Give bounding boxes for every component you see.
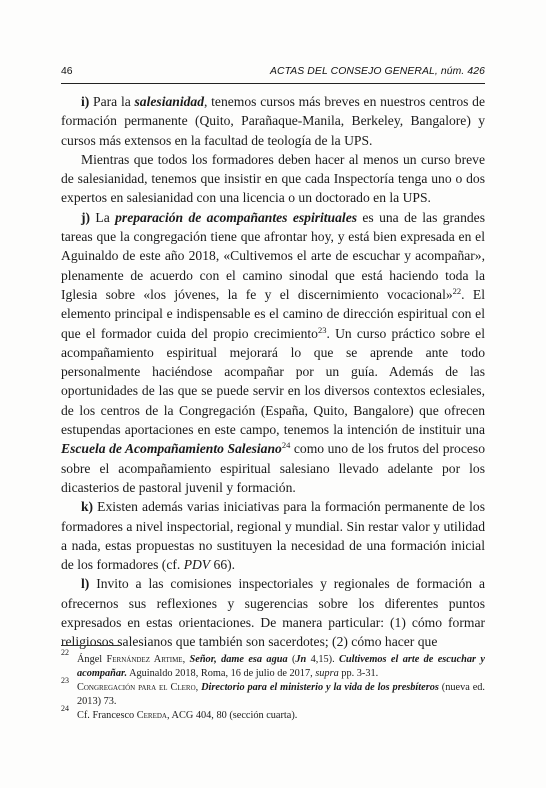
- emphasis: salesianidad: [134, 94, 205, 109]
- footnote-ref-24[interactable]: 24: [281, 440, 291, 451]
- item-letter: k): [81, 499, 94, 515]
- paragraph-l: l) Invito a las comisiones inspectoriales y regionales de formación a ofrecernos sus reflexiones y sugerencias sobre los diferentes puntos expresados en estas orientaciones. De manera particular: (1) cómo formar religiosos salesianos que también son sacerdotes; (2) cómo hacer que: [61, 576, 485, 650]
- page-number: 46: [61, 66, 73, 77]
- paragraph-j: j) La preparación de acompañantes espirituales es una de las grandes tareas que la congregación tiene que afrontar hoy, y está bien expresada en el Aguinaldo de este año 2018, «Cultivemos el arte de escuchar y acompañar», plenamente de acuerdo con el camino sinodal que está haciendo toda la Iglesia sobre «los jóvenes, la fe y el discernimiento vocacional»$^{22}$. El elemento principal e indispensable es el camino de dirección espiritual con el que el formador cuida del propio crecimiento$^{23}$. Un curso práctico sobre el acompañamiento espiritual mejorará lo que se aprende ante todo personalmente haciéndose acompañar por un guía. Además de las oportunidades de las que se puede servir en los diversos contextos eclesiales, de los centros de la Congregación (España, Quito, Bangalore) que ofrecen estupendas aportaciones en este campo, tenemos la intención de instituir una Escuela de Acompañamiento Salesiano$^{24}$ como uno de los frutos del proceso sobre el acompañamiento espiritual salesiano llevado adelante por los dicasterios de pastoral juvenil y formación.: [61, 209, 485, 495]
- body-text: [61, 92, 485, 652]
- item-letter: j): [81, 209, 91, 225]
- footnote-ref-23[interactable]: 23: [317, 324, 327, 335]
- page-header: [61, 66, 485, 80]
- emphasis: preparación de acompañantes espirituales: [115, 209, 358, 225]
- footnote-rule: [61, 645, 121, 646]
- footnote-23: 23 Congregación para el Clero, Directorio para el ministerio y la vida de los presbíteros (nueva ed. 2013) 73.: [61, 676, 486, 707]
- footnote-24: 24 Cf. Francesco Cereda, ACG 404, 80 (sección cuarta).: [61, 704, 298, 721]
- item-letter: i): [81, 94, 90, 109]
- emphasis: Escuela de Acompañamiento Salesiano: [61, 441, 282, 457]
- footnotes: [61, 648, 486, 723]
- running-title: ACTAS DEL CONSEJO GENERAL, núm. 426: [269, 66, 485, 77]
- paragraph-i: i) Para la salesianidad, tenemos cursos más breves en nuestros centros de formación permanente (Quito, Parañaque-Manila, Berkeley, Bangalore) y cursos más extensos en la facultad de teología de la UPS.: [61, 94, 485, 148]
- header-rule: [61, 83, 485, 84]
- paragraph-i-continued: Mientras que todos los formadores deben hacer al menos un curso breve de salesianidad, tenemos que insistir en que cada Inspectoría tenga uno o dos expertos en salesianidad con una licencia o un doctorado en la UPS.: [61, 151, 485, 206]
- footnote-22: 22 Ángel Fernández Artime, Señor, dame esa agua (Jn 4,15). Cultivemos el arte de escuchar y acompañar. Aguinaldo 2018, Roma, 16 de julio de 2017, supra pp. 3-31.: [61, 648, 485, 679]
- footnote-ref-22[interactable]: 22: [452, 285, 462, 296]
- paragraph-k: k) Existen además varias iniciativas para la formación permanente de los formadores a nivel inspectorial, regional y mundial. Sin restar valor y utilidad a nada, estas propuestas no sustituyen la necesidad de una formación inicial de los formadores (cf. PDV 66).: [61, 499, 485, 573]
- item-letter: l): [81, 576, 90, 592]
